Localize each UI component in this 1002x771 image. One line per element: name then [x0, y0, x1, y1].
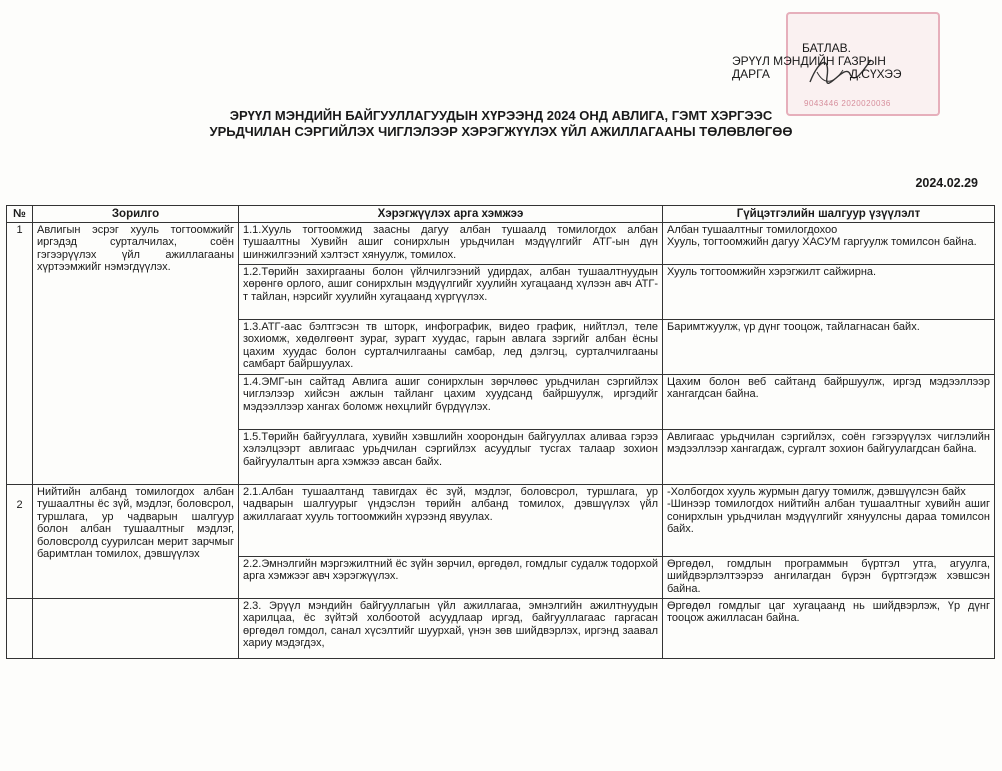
indicator-cell: -Холбогдох хууль журмын дагуу томилж, дэвшүүлсэн байх -Шинээр томилогдох нийтийн албан тушаалтныг хувийн ашиг сонирхлын урьдчилан мэдүүлгийг хянуулсны дараа томилсон байх.	[663, 485, 995, 557]
indicator-cell: Хууль тогтоомжийн хэрэгжилт сайжирна.	[663, 265, 995, 320]
action-cell: 1.1.Хууль тогтоомжид заасны дагуу албан тушаалд томилогдох албан тушаалтны Хувийн ашиг сонирхлын урьдчилан мэдүүлгийг АТГ-ын дүн шинжилгээний хэлтэст хянуулж, томилох.	[239, 223, 663, 265]
indicator-cell: Авлигаас урьдчилан сэргийлэх, соён гэгээрүүлэх чиглэлийн мэдээллээр хангагдаж, сургалт зохион байгуулагдсан байна.	[663, 430, 995, 485]
approval-signer-name: Д.СҮХЭЭ	[849, 67, 902, 81]
header-indicator: Гүйцэтгэлийн шалгуур үзүүлэлт	[663, 206, 995, 223]
document-title-line-2: УРЬДЧИЛАН СЭРГИЙЛЭХ ЧИГЛЭЛЭЭР ХЭРЭГЖҮҮЛЭХ ҮЙЛ АЖИЛЛАГААНЫ ТӨЛӨВЛӨГӨӨ	[209, 124, 793, 139]
indicator-cell: Цахим болон веб сайтанд байршуулж, иргэд мэдээллээр хангагдсан байна.	[663, 375, 995, 430]
document-title	[0, 108, 1002, 140]
indicator-cell: Өргөдөл, гомдлын программын бүртгэл утга, агуулга, шийдвэрлэлтээрээ ангилагдан бүрэн бүртгэгдэж хэвшсэн байна.	[663, 557, 995, 599]
plan-table	[6, 205, 995, 659]
indicator-cell: Баримтжуулж, үр дүнг тооцож, тайлагнасан байх.	[663, 320, 995, 375]
goal-cell: Нийтийн албанд томилогдох албан тушаалтны ёс зүй, мэдлэг, боловсрол, туршлага, ур чадварын шалгуур болон албан тушаалтныг мэдлэг, боловсролд суурилсан мерит зарчмыг баримтлан томилох, дэвшүүлэх	[33, 485, 239, 599]
goal-cell: Авлигын эсрэг хууль тогтоомжийг иргэдэд сурталчилах, соён гэгээрүүлэх үйл ажиллагааны хүртээмжийг нэмэгдүүлэх.	[33, 223, 239, 485]
row-number: 1	[7, 223, 33, 485]
header-num: №	[7, 206, 33, 223]
action-cell: 1.5.Төрийн байгууллага, хувийн хэвшлийн хоорондын байгууллах аливаа гэрээ хэлэлцээрт авлигаас урьдчилан сэргийлэх асуудлыг тусгах талаар зохион байгуулалтын арга хэмжээ авсан байх.	[239, 430, 663, 485]
action-cell: 2.3. Эрүүл мэндийн байгууллагын үйл ажиллагаа, эмнэлгийн ажилтнуудын харилцаа, ёс зүйтэй холбоотой асуудлаар иргэд, байгууллагаас гаргасан өргөдөл гомдол, санал хүсэлтийг шуурхай, үнэн зөв шийдвэрлэх, иргэнд заавал хариу мэдэгдэх,	[239, 599, 663, 659]
approval-organization: ЭРҮҮЛ МЭНДИЙН ГАЗРЫН	[732, 54, 886, 68]
action-cell: 1.2.Төрийн захиргааны болон үйлчилгээний удирдах, албан тушаалтнуудын хөрөнгө орлого, ашиг сонирхлын мэдүүлгийг хуулийн хугацаанд хүлээн авч АТГ-т тайлан, нэрсийг хуулийн хугацаанд хүргүүлэх.	[239, 265, 663, 320]
document-date: 2024.02.29	[915, 176, 978, 190]
approval-position: ДАРГА	[732, 67, 770, 81]
document-title-line-1: ЭРҮҮЛ МЭНДИЙН БАЙГУУЛЛАГУУДЫН ХҮРЭЭНД 2024 ОНД АВЛИГА, ГЭМТ ХЭРГЭЭС	[229, 108, 773, 123]
table-header-row	[7, 206, 995, 223]
header-goal: Зорилго	[33, 206, 239, 223]
row-number	[7, 599, 33, 659]
approval-heading: БАТЛАВ.	[802, 41, 851, 55]
approval-block	[732, 42, 902, 81]
goal-cell	[33, 599, 239, 659]
action-cell: 1.4.ЭМГ-ын сайтад Авлига ашиг сонирхлын зөрчлөөс урьдчилан сэргийлэх чиглэлээр хийсэн ажлын тайланг цахим хуудсанд байршуулж, иргэдийг мэдээллээр хангах боломж нөхцлийг бүрдүүлэх.	[239, 375, 663, 430]
row-number: 2	[7, 485, 33, 599]
table-row	[7, 599, 995, 659]
header-action: Хэрэгжүүлэх арга хэмжээ	[239, 206, 663, 223]
indicator-cell: Албан тушаалтныг томилогдохоо Хууль, тогтоомжийн дагуу ХАСУМ гаргуулж томилсон байна.	[663, 223, 995, 265]
table-row	[7, 485, 995, 557]
action-cell: 2.2.Эмнэлгийн мэргэжилтний ёс зүйн зөрчил, өргөдөл, гомдлыг судалж тодорхой арга хэмжээг авч хэрэгжүүлэх.	[239, 557, 663, 599]
table-row	[7, 223, 995, 265]
stamp-code: 9043446 2020020036	[804, 99, 891, 108]
action-cell: 2.1.Албан тушаалтанд тавигдах ёс зүй, мэдлэг, боловсрол, туршлага, ур чадварын шалгуурыг үндэслэн төрийн албанд томилох, дэвшүүлэх үйл ажиллагаат хууль тогтоомжийн хүрээнд явуулах.	[239, 485, 663, 557]
action-cell: 1.3.АТГ-аас бэлтгэсэн тв шторк, инфографик, видео график, нийтлэл, теле зохиомж, хөдөлгөөнт зураг, зурагт хуудас, гарын авлага зэргийг албан ёсны цахим хуудас болон сурталчилгааны самбар, лед дэлгэц, сурталчилгааны самбарт байршуулах.	[239, 320, 663, 375]
indicator-cell: Өргөдөл гомдлыг цаг хугацаанд нь шийдвэрлэж, Үр дүнг тооцож ажилласан байна.	[663, 599, 995, 659]
